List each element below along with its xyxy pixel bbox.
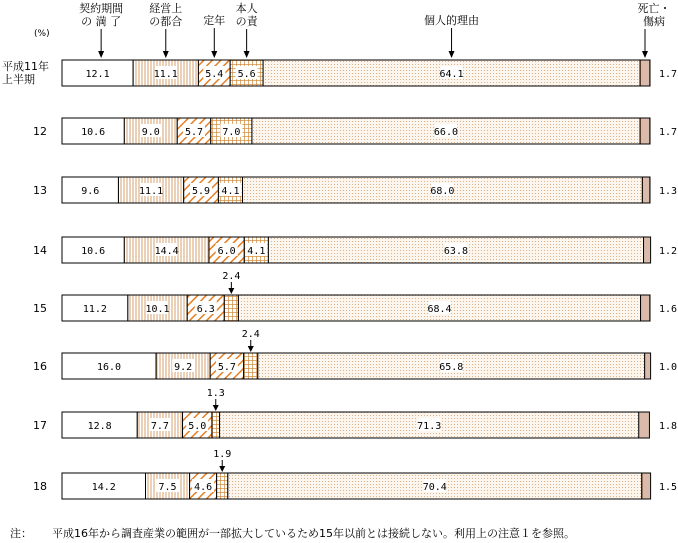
data-label: 12.8 <box>87 421 112 432</box>
data-label: 12.1 <box>85 69 110 80</box>
data-label: 70.4 <box>422 482 447 493</box>
callout-arrow <box>248 346 254 352</box>
data-label: 4.1 <box>247 246 266 257</box>
header-arrow-head <box>163 51 169 58</box>
data-label: 7.5 <box>158 482 177 493</box>
series-header: の責 <box>235 15 258 28</box>
data-label: 1.3 <box>658 186 678 197</box>
data-label: 7.7 <box>150 421 169 432</box>
bar-row <box>62 329 677 379</box>
footnote <box>10 526 575 540</box>
data-label: 6.0 <box>217 246 236 257</box>
series-header: の 満 了 <box>81 15 122 28</box>
series-header: 本人 <box>235 2 258 15</box>
bar-segment <box>640 118 650 144</box>
row-label: 上半期 <box>2 73 35 86</box>
bar-segment <box>244 353 258 379</box>
series-header: 傷病 <box>643 15 665 28</box>
data-label: 5.9 <box>192 186 211 197</box>
bar-segment <box>645 353 651 379</box>
series-header: 契約期間 <box>79 2 124 15</box>
header-arrow-head <box>244 51 250 58</box>
series-header: 定年 <box>203 14 226 27</box>
data-label: 1.6 <box>658 304 678 315</box>
bar-segment <box>217 473 228 499</box>
data-label: 68.4 <box>427 304 452 315</box>
data-label: 10.1 <box>145 304 170 315</box>
header-arrow-head <box>449 51 455 58</box>
bar-row <box>62 118 677 144</box>
note-label: 注： <box>10 527 32 540</box>
header-arrow-head <box>211 51 217 58</box>
data-label: 10.6 <box>81 127 106 138</box>
bars <box>2 59 677 499</box>
bar-row <box>62 177 677 203</box>
data-label: 66.0 <box>433 127 459 138</box>
bar-segment <box>642 177 650 203</box>
data-label: 1.8 <box>658 421 678 432</box>
data-label: 71.3 <box>417 421 442 432</box>
data-label: 2.4 <box>222 271 241 282</box>
note-text: 平成16年から調査産業の範囲が一部拡大しているため15年以前とは接続しない。利用上の注意１を参照。 <box>52 527 575 540</box>
unit-label: (%) <box>34 29 50 39</box>
data-label: 5.0 <box>188 421 207 432</box>
data-label: 5.6 <box>237 69 256 80</box>
bar-row <box>62 388 677 438</box>
row-label: 15 <box>33 302 47 315</box>
callout-arrow <box>219 466 225 472</box>
data-label: 1.5 <box>658 482 678 493</box>
bar-row <box>62 237 677 263</box>
row-label: 14 <box>33 244 47 257</box>
data-label: 64.1 <box>439 69 464 80</box>
series-headers <box>34 1 671 58</box>
data-label: 5.4 <box>205 69 224 80</box>
data-label: 4.6 <box>194 482 213 493</box>
data-label: 68.0 <box>430 186 455 197</box>
header-arrow-head <box>642 51 648 58</box>
data-label: 2.4 <box>241 329 260 340</box>
series-header: の都合 <box>149 15 183 28</box>
row-label: 16 <box>33 360 47 373</box>
data-label: 11.2 <box>82 304 107 315</box>
row-label: 17 <box>33 419 47 432</box>
data-label: 1.7 <box>658 127 678 138</box>
data-label: 5.7 <box>217 362 236 373</box>
data-label: 7.0 <box>222 127 241 138</box>
bar-row <box>62 449 677 499</box>
data-label: 11.1 <box>153 69 178 80</box>
data-label: 11.1 <box>139 186 164 197</box>
row-label: 12 <box>33 125 47 138</box>
data-label: 65.8 <box>439 362 464 373</box>
series-header: 経営上 <box>149 2 183 15</box>
data-label: 10.6 <box>81 246 106 257</box>
data-label: 9.2 <box>174 362 193 373</box>
data-label: 1.7 <box>658 69 678 80</box>
bar-segment <box>212 412 220 438</box>
bar-segment <box>644 237 651 263</box>
data-label: 5.7 <box>184 127 204 138</box>
data-label: 14.4 <box>154 246 179 257</box>
data-label: 14.2 <box>91 482 116 493</box>
data-label: 9.6 <box>81 186 100 197</box>
data-label: 9.0 <box>141 127 160 138</box>
bar-segment <box>639 412 650 438</box>
data-label: 4.1 <box>221 186 240 197</box>
bar-row <box>62 271 677 321</box>
callout-arrow <box>213 405 219 411</box>
series-header: 死亡・ <box>637 2 671 15</box>
row-label: 13 <box>33 184 47 197</box>
row-label: 平成11年 <box>2 60 49 73</box>
data-label: 1.2 <box>658 246 678 257</box>
series-header: 個人的理由 <box>424 14 480 27</box>
data-label: 1.0 <box>658 362 678 373</box>
header-arrow-head <box>98 51 104 58</box>
data-label: 16.0 <box>96 362 122 373</box>
data-label: 1.3 <box>206 388 225 399</box>
callout-arrow <box>228 288 234 294</box>
data-label: 1.9 <box>213 449 232 460</box>
bar-row <box>62 60 677 86</box>
bar-segment <box>641 295 650 321</box>
bar-segment <box>642 473 651 499</box>
data-label: 63.8 <box>443 246 469 257</box>
bar-segment <box>640 60 650 86</box>
bar-segment <box>224 295 238 321</box>
row-label: 18 <box>33 480 47 493</box>
data-label: 6.3 <box>196 304 215 315</box>
